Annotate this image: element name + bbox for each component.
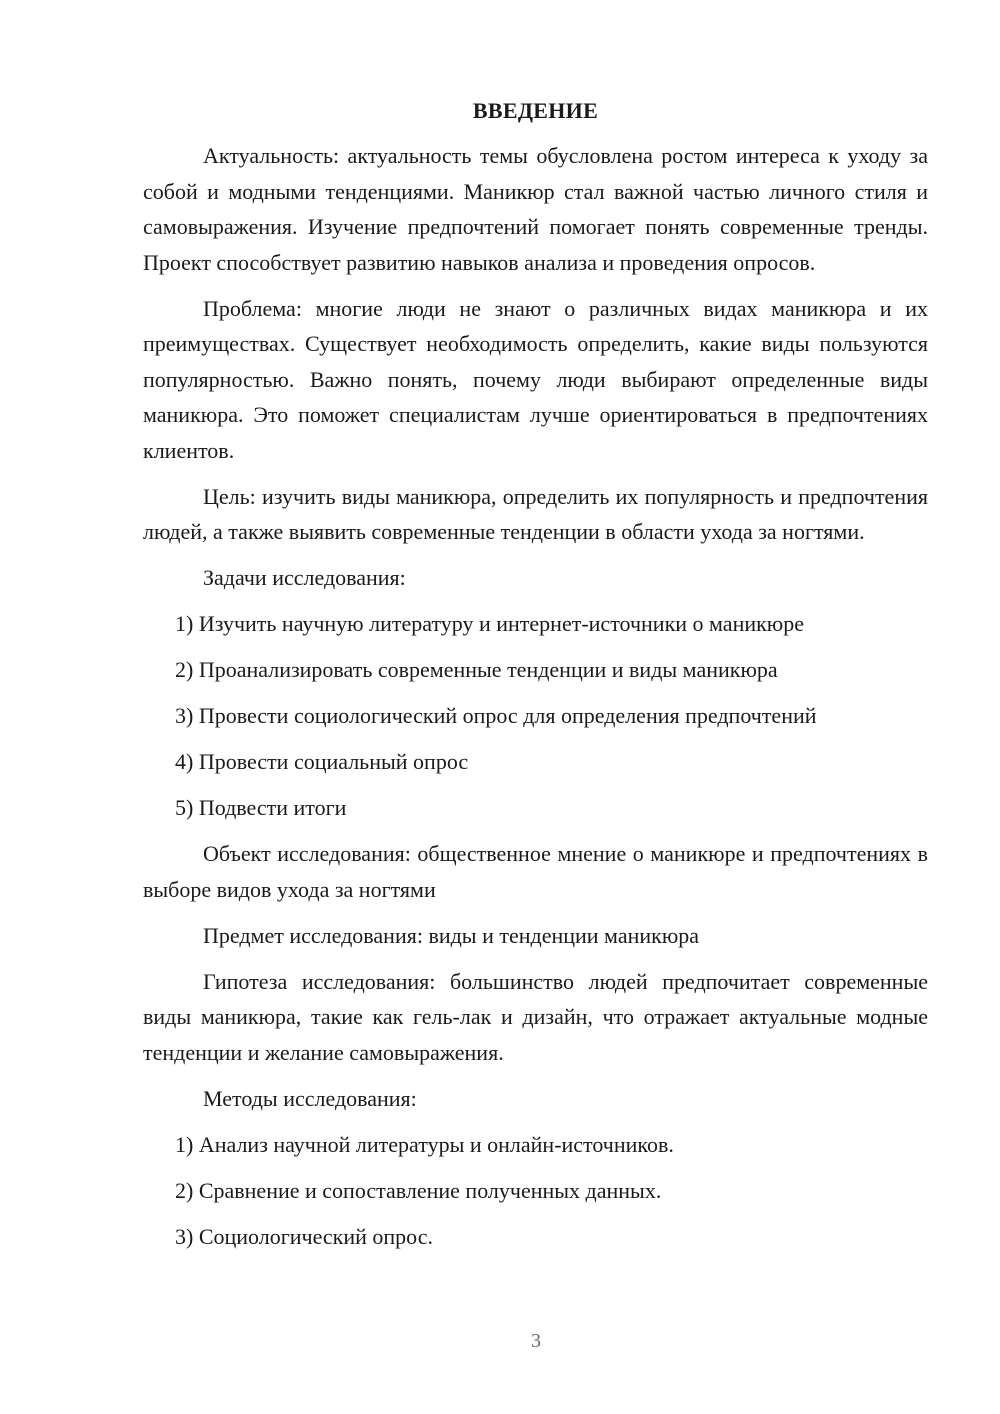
object-paragraph: Объект исследования: общественное мнение о маникюре и предпочтениях в выборе видов ухода за ногтями — [143, 841, 928, 902]
page-title: ВВЕДЕНИЕ — [472, 98, 599, 123]
list-item: 2) Проанализировать современные тенденции и виды маникюра — [175, 657, 778, 682]
list-item: 4) Провести социальный опрос — [175, 749, 469, 774]
document-page — [143, 94, 928, 1265]
list-item: 3) Социологический опрос. — [175, 1223, 433, 1249]
list-item: 5) Подвести итоги — [175, 795, 347, 820]
list-item: 1) Изучить научную литературу и интернет-источники о маникюре — [175, 611, 804, 636]
page-number: 3 — [531, 1330, 541, 1352]
goal-paragraph: Цель: изучить виды маникюра, определить их популярность и предпочтения людей, а также выявить современные тенденции в области ухода за ногтями. — [143, 483, 928, 544]
methods-list — [143, 1127, 928, 1255]
tasks-title: Задачи исследования: — [203, 565, 406, 590]
tasks-list — [143, 606, 928, 826]
hypothesis-paragraph: Гипотеза исследования: большинство людей предпочитает современные виды маникюра, такие как гель-лак и дизайн, что отражает актуальные модные тенденции и желание самовыражения. — [143, 968, 928, 1065]
methods-title: Методы исследования: — [203, 1085, 417, 1111]
subject-paragraph: Предмет исследования: виды и тенденции маникюра — [203, 922, 700, 948]
list-item: 2) Сравнение и сопоставление полученных данных. — [175, 1177, 662, 1203]
problem-paragraph: Проблема: многие люди не знают о различных видах маникюра и их преимуществах. Существует необходимость определить, какие виды пользуются популярностью. Важно понять, почему люди выбирают определенные виды маникюра. Это поможет специалистам лучше ориентироваться в предпочтениях клиентов. — [143, 295, 928, 463]
relevance-paragraph: Актуальность: актуальность темы обусловлена ростом интереса к уходу за собой и модными тенденциями. Маникюр стал важной частью личного стиля и самовыражения. Изучение предпочтений помогает понять современные тренды. Проект способствует развитию навыков анализа и проведения опросов. — [143, 143, 928, 275]
list-item: 1) Анализ научной литературы и онлайн-источников. — [175, 1131, 674, 1157]
list-item: 3) Провести социологический опрос для определения предпочтений — [175, 703, 817, 728]
